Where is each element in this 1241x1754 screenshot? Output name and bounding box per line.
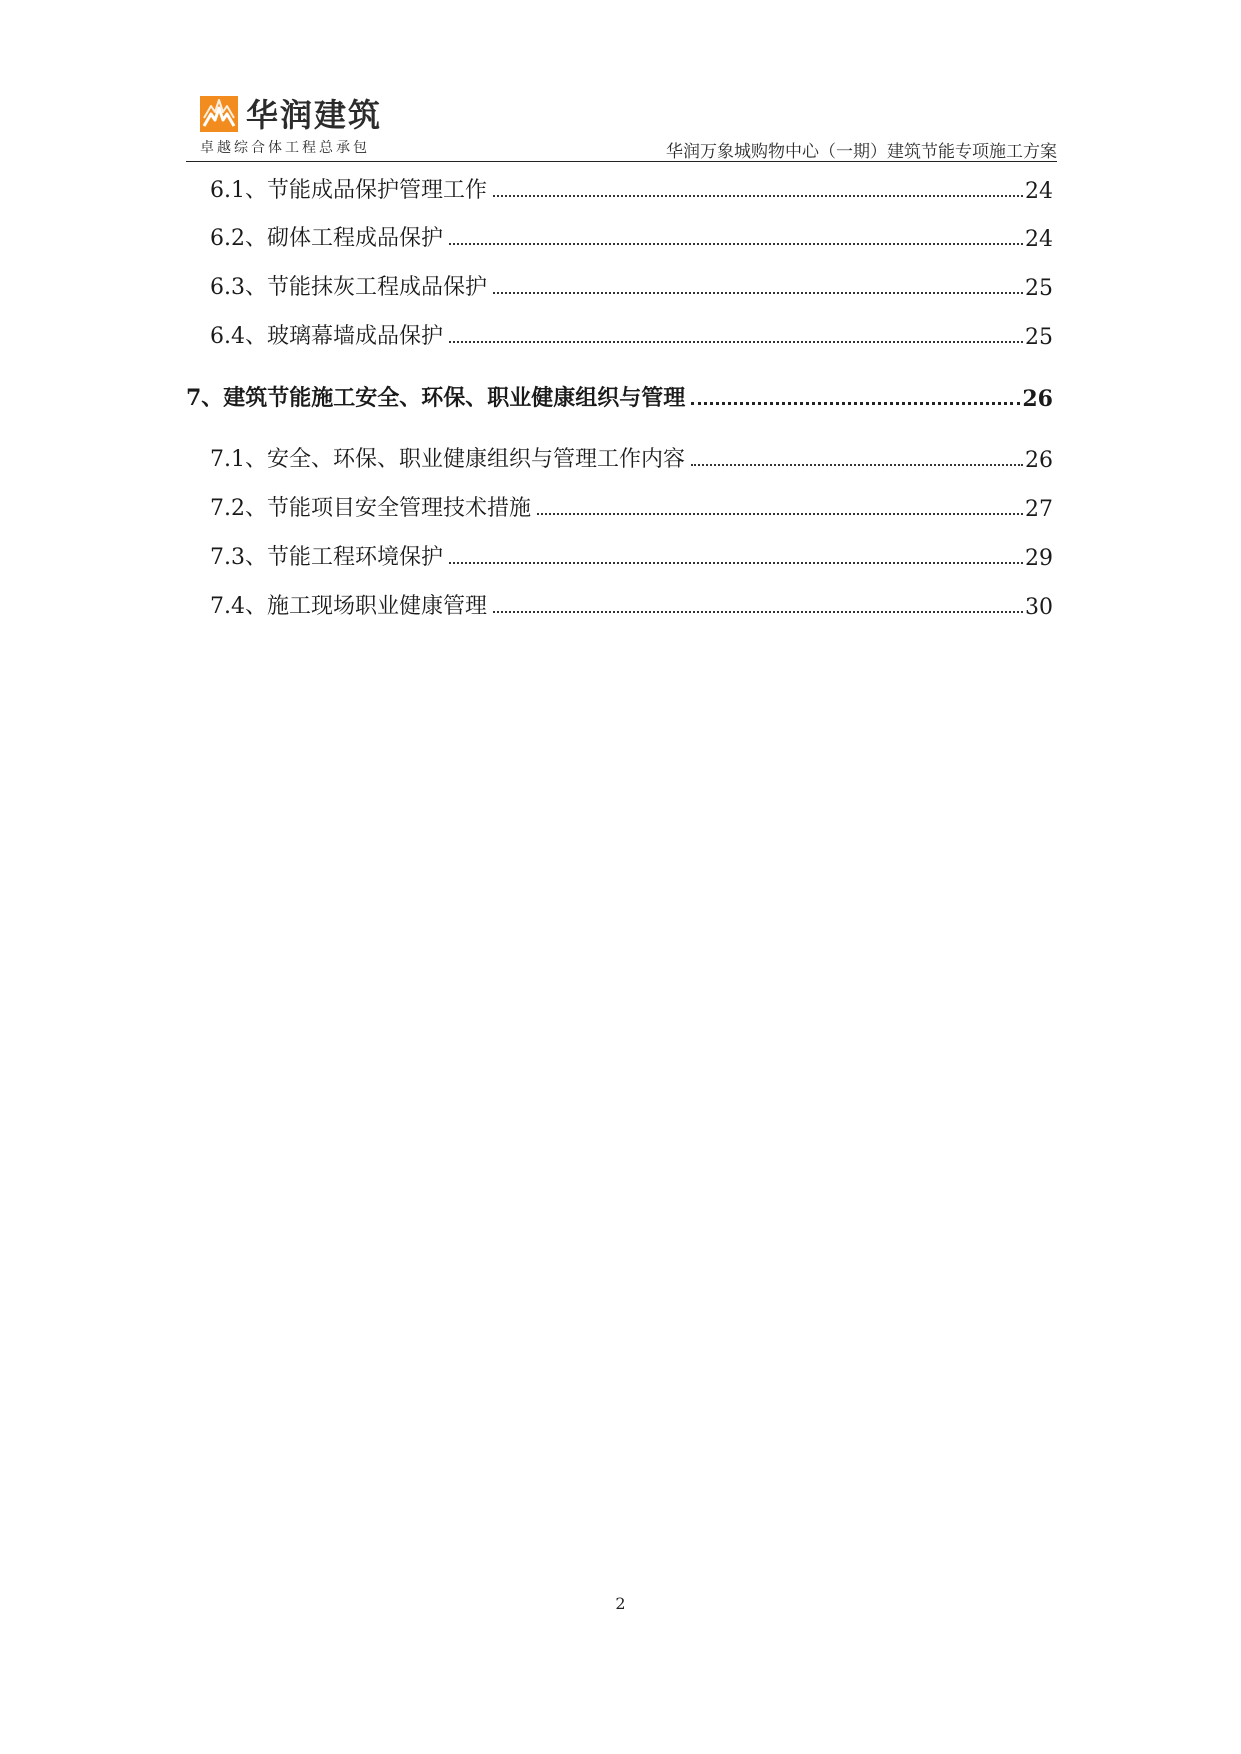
toc-entry[interactable] <box>186 269 1057 301</box>
toc-entry[interactable] <box>186 172 1057 204</box>
logo-tagline: 卓越综合体工程总承包 <box>200 140 370 156</box>
toc-entry-page: 27 <box>1025 497 1053 522</box>
toc-entry-label: 7.1、安全、环保、职业健康组织与管理工作内容 <box>210 447 685 472</box>
toc-leader-dots <box>691 402 1020 405</box>
toc-entry[interactable] <box>186 441 1057 473</box>
toc-leader-dots <box>449 562 1023 564</box>
logo-company-name: 华润建筑 <box>246 96 383 134</box>
toc-entry-label: 7.4、施工现场职业健康管理 <box>210 594 487 619</box>
toc-entry-label: 6.4、玻璃幕墙成品保护 <box>210 324 443 349</box>
toc-chapter-entry[interactable] <box>186 380 1057 412</box>
toc-entry-page: 26 <box>1022 386 1053 412</box>
toc-entry-label: 7.2、节能项目安全管理技术措施 <box>210 496 531 521</box>
toc-leader-dots <box>493 292 1023 294</box>
toc-entry-label: 6.1、节能成品保护管理工作 <box>210 178 487 203</box>
page-header <box>186 92 1057 164</box>
page-number: 2 <box>615 1594 626 1613</box>
toc-leader-dots <box>449 341 1023 343</box>
toc-leader-dots <box>449 243 1023 245</box>
toc-entry-label: 7.3、节能工程环境保护 <box>210 545 443 570</box>
header-divider <box>186 161 1057 162</box>
toc-entry[interactable] <box>186 220 1057 252</box>
toc-entry[interactable] <box>186 539 1057 571</box>
toc-entry-page: 24 <box>1025 179 1053 204</box>
toc-entry-label: 7、建筑节能施工安全、环保、职业健康组织与管理 <box>186 385 686 411</box>
toc-leader-dots <box>493 611 1023 613</box>
document-title: 华润万象城购物中心（一期）建筑节能专项施工方案 <box>666 142 1057 162</box>
toc-entry-page: 25 <box>1025 276 1053 301</box>
toc-entry-page: 24 <box>1025 227 1053 252</box>
logo-mark-icon <box>200 96 238 132</box>
toc-entry[interactable] <box>186 490 1057 522</box>
toc-entry-label: 6.2、砌体工程成品保护 <box>210 226 443 251</box>
toc-entry[interactable] <box>186 588 1057 620</box>
toc-entry-page: 29 <box>1025 546 1053 571</box>
company-logo <box>200 92 500 132</box>
toc-entry-page: 26 <box>1025 448 1053 473</box>
toc-leader-dots <box>537 513 1023 515</box>
toc-leader-dots <box>493 195 1023 197</box>
toc-entry[interactable] <box>186 318 1057 350</box>
toc-entry-label: 6.3、节能抹灰工程成品保护 <box>210 275 487 300</box>
toc-leader-dots <box>691 464 1023 466</box>
toc-entry-page: 30 <box>1025 595 1053 620</box>
toc-entry-page: 25 <box>1025 325 1053 350</box>
